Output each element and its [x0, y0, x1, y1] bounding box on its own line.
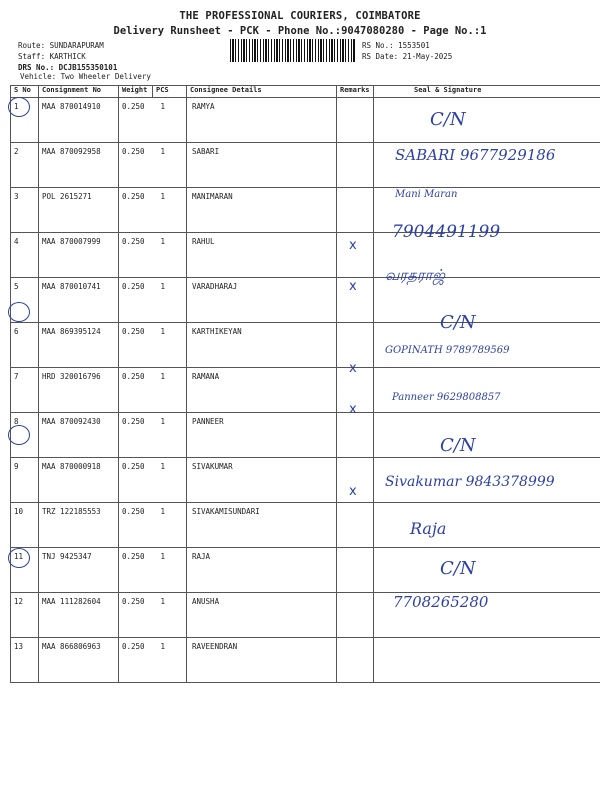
- row-consignment: MAA 111282604: [39, 593, 119, 638]
- row-pcs: 1: [153, 188, 187, 233]
- row-sno: 4: [11, 233, 39, 278]
- row-sno: 6: [11, 323, 39, 368]
- row-consignment: TNJ 9425347: [39, 548, 119, 593]
- circled-serial-mark: [8, 425, 30, 445]
- row-sno: 5: [11, 278, 39, 323]
- table-row: [11, 278, 600, 323]
- runsheet-header: [0, 10, 600, 37]
- meta-right: [362, 40, 452, 62]
- row-sno: 13: [11, 638, 39, 683]
- table-row: [11, 98, 600, 143]
- table-row: [11, 233, 600, 278]
- row-pcs: 1: [153, 278, 187, 323]
- meta-left: [18, 40, 117, 73]
- handwritten-signature: C/N: [430, 109, 466, 130]
- row-sno: 9: [11, 458, 39, 503]
- row-consignment: MAA 870092430: [39, 413, 119, 458]
- row-consignee: ANUSHA: [187, 593, 337, 638]
- row-consignee: MANIMARAN: [187, 188, 337, 233]
- row-sno: 2: [11, 143, 39, 188]
- handwritten-signature: 7708265280: [393, 593, 489, 611]
- vehicle-label: Vehicle: Two Wheeler Delivery: [20, 72, 151, 81]
- remark-cross-mark: x: [349, 484, 357, 499]
- row-consignment: MAA 870010741: [39, 278, 119, 323]
- row-consignment: TRZ 122185553: [39, 503, 119, 548]
- row-weight: 0.250: [119, 638, 153, 683]
- row-consignment: MAA 870092958: [39, 143, 119, 188]
- row-weight: 0.250: [119, 98, 153, 143]
- row-weight: 0.250: [119, 413, 153, 458]
- company-title: THE PROFESSIONAL COURIERS, COIMBATORE: [179, 10, 421, 22]
- row-remarks: [337, 98, 374, 143]
- row-sno: 3: [11, 188, 39, 233]
- staff-label: Staff: KARTHICK: [18, 52, 86, 61]
- row-weight: 0.250: [119, 458, 153, 503]
- handwritten-signature: SABARI 9677929186: [395, 146, 556, 164]
- row-pcs: 1: [153, 413, 187, 458]
- runsheet-subtitle: Delivery Runsheet - PCK - Phone No.:9047080280 - Page No.:1: [113, 25, 487, 37]
- handwritten-signature: Sivakumar 9843378999: [385, 474, 555, 490]
- row-signature: [374, 98, 600, 143]
- remark-cross-mark: x: [349, 402, 357, 417]
- row-weight: 0.250: [119, 143, 153, 188]
- row-consignee: RAMYA: [187, 98, 337, 143]
- row-pcs: 1: [153, 638, 187, 683]
- row-weight: 0.250: [119, 188, 153, 233]
- barcode: [230, 39, 355, 62]
- col-pcs: PCS: [153, 86, 187, 98]
- runsheet-table: [10, 85, 600, 683]
- table-row: [11, 368, 600, 413]
- row-sno: 8: [11, 413, 39, 458]
- handwritten-signature: C/N: [440, 312, 476, 333]
- row-weight: 0.250: [119, 323, 153, 368]
- row-consignee: RAHUL: [187, 233, 337, 278]
- handwritten-signature: C/N: [440, 558, 476, 579]
- row-consignee: RAMANA: [187, 368, 337, 413]
- table-row: [11, 503, 600, 548]
- row-consignee: VARADHARAJ: [187, 278, 337, 323]
- row-consignment: MAA 866806963: [39, 638, 119, 683]
- row-weight: 0.250: [119, 503, 153, 548]
- table-row: [11, 548, 600, 593]
- circled-serial-mark: [8, 548, 30, 568]
- col-weight: Weight: [119, 86, 153, 98]
- row-consignee: KARTHIKEYAN: [187, 323, 337, 368]
- row-pcs: 1: [153, 368, 187, 413]
- row-consignment: MAA 870000918: [39, 458, 119, 503]
- row-sno: 11: [11, 548, 39, 593]
- table-header-row: [11, 86, 600, 98]
- rs-number: RS No.: 1553501: [362, 41, 430, 50]
- drs-number: DRS No.: DCJB155350101: [18, 63, 118, 72]
- row-remarks: [337, 593, 374, 638]
- row-sno: 1: [11, 98, 39, 143]
- handwritten-signature: Raja: [410, 519, 447, 538]
- handwritten-signature: 7904491199: [392, 222, 501, 242]
- row-signature: [374, 548, 600, 593]
- table-row: [11, 593, 600, 638]
- row-weight: 0.250: [119, 548, 153, 593]
- col-sno: S No: [11, 86, 39, 98]
- handwritten-signature: Panneer 9629808857: [392, 392, 501, 403]
- table-row: [11, 323, 600, 368]
- row-weight: 0.250: [119, 278, 153, 323]
- row-pcs: 1: [153, 323, 187, 368]
- row-remarks: [337, 413, 374, 458]
- table-row: [11, 638, 600, 683]
- row-remarks: [337, 638, 374, 683]
- rs-date: RS Date: 21-May-2025: [362, 52, 453, 61]
- table-row: [11, 188, 600, 233]
- row-consignee: SABARI: [187, 143, 337, 188]
- row-consignee: PANNEER: [187, 413, 337, 458]
- row-pcs: 1: [153, 98, 187, 143]
- row-consignee: SIVAKUMAR: [187, 458, 337, 503]
- handwritten-signature: GOPINATH 9789789569: [385, 345, 510, 356]
- row-consignment: MAA 870007999: [39, 233, 119, 278]
- col-consignee: Consignee Details: [187, 86, 337, 98]
- row-signature: [374, 368, 600, 413]
- row-pcs: 1: [153, 503, 187, 548]
- row-consignee: RAJA: [187, 548, 337, 593]
- col-remarks: Remarks: [337, 86, 374, 98]
- col-consignment: Consignment No: [39, 86, 119, 98]
- row-consignment: HRD 320016796: [39, 368, 119, 413]
- row-signature: [374, 503, 600, 548]
- handwritten-signature: வரதராஜ்: [385, 266, 445, 284]
- row-consignee: SIVAKAMISUNDARI: [187, 503, 337, 548]
- handwritten-signature: C/N: [440, 435, 476, 456]
- row-pcs: 1: [153, 233, 187, 278]
- remark-cross-mark: x: [349, 279, 357, 294]
- row-weight: 0.250: [119, 368, 153, 413]
- row-weight: 0.250: [119, 233, 153, 278]
- table-row: [11, 413, 600, 458]
- remark-cross-mark: x: [349, 361, 357, 376]
- row-remarks: [337, 188, 374, 233]
- row-sno: 12: [11, 593, 39, 638]
- circled-serial-mark: [8, 302, 30, 322]
- row-sno: 10: [11, 503, 39, 548]
- row-remarks: [337, 503, 374, 548]
- row-pcs: 1: [153, 458, 187, 503]
- row-consignment: MAA 869395124: [39, 323, 119, 368]
- row-signature: [374, 413, 600, 458]
- row-pcs: 1: [153, 593, 187, 638]
- row-pcs: 1: [153, 548, 187, 593]
- row-remarks: [337, 143, 374, 188]
- row-consignee: RAVEENDRAN: [187, 638, 337, 683]
- row-pcs: 1: [153, 143, 187, 188]
- row-weight: 0.250: [119, 593, 153, 638]
- route-label: Route: SUNDARAPURAM: [18, 41, 104, 50]
- row-signature: [374, 638, 600, 683]
- row-remarks: [337, 548, 374, 593]
- row-consignment: POL 2615271: [39, 188, 119, 233]
- row-consignment: MAA 870014910: [39, 98, 119, 143]
- col-signature: Seal & Signature: [374, 86, 600, 98]
- remark-cross-mark: x: [349, 238, 357, 253]
- circled-serial-mark: [8, 97, 30, 117]
- row-sno: 7: [11, 368, 39, 413]
- handwritten-signature: Mani Maran: [395, 189, 458, 200]
